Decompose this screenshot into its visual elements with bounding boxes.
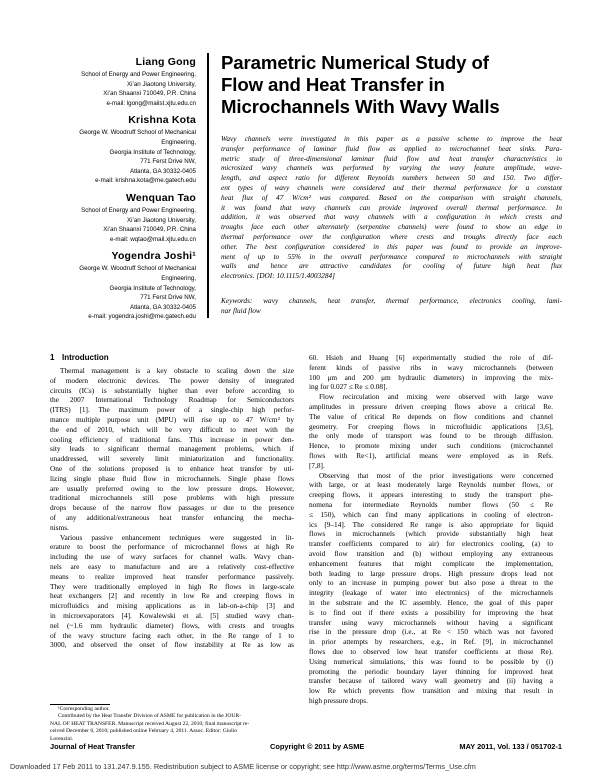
vertical-divider [207,53,209,318]
body-text-line: transfer using wavy microchannels without having a significant [309,617,553,627]
body-text-line: cooling efficiency of traditional fans. This increase in power den- [50,434,294,444]
abstract-line: ent types of wavy channels were considered and their thermal performance for a constant [221,182,562,192]
abstract-line: heat flux of 47 W/cm² was compared. Based on the comparison with straight channels, [221,192,562,202]
body-text-line: flows with Re<1), artificial means were employed as in Refs. [309,450,553,460]
abstract-line: other. The best configuration considered in this paper was found to provide an improve- [221,241,562,251]
footnotes [50,706,294,743]
body-text-line: the 2007 International Technology Roadmap for Semiconductors [50,395,294,405]
author-affiliation-line: e-mail: krishna.kota@me.gatech.edu [95,177,196,185]
body-text-line: flows in microchannels (which provide substantially high heat [309,529,553,539]
body-text-line: avoid flow transition and (b) without employing any extraneous [309,548,553,558]
body-text-line: The value of critical Re depends on flow conditions and channel [309,411,553,421]
abstract-line: microsized wavy channels was performed by varying the wavy feature amplitude, wave- [221,163,562,173]
author-block [48,114,196,186]
body-text-line: integrity (leakage of water into electronics) of the microchannels [309,588,553,598]
body-text-line: in prior attempts by researchers, e.g., in Ref. [9], in microchannel [309,637,553,647]
footnote-line: ceived December 6, 2010; published online February 4, 2011. Assoc. Editor: Giulio [50,728,237,735]
title-line: Flow and Heat Transfer in [221,74,445,95]
body-text-line: Hence, to promote mixing under such conditions (microchannel [309,441,553,451]
keywords-line: nar fluid flow [221,305,261,315]
body-text-line: Various passive enhancement techniques were suggested in lit- [60,532,294,542]
author-affiliation-line: 771 Ferst Drive NW, [140,294,196,302]
author-block [48,192,196,244]
body-text-line: of the wavy structure facing each other, in the Re range of 1 to [50,630,294,640]
left-column-body [50,366,294,650]
body-text-line: rise in the pressure drop (i.e., at Re < 150 which was not favored [309,627,553,637]
body-text-line: Thermal management is a key obstacle to scaling down the size [60,366,294,375]
author-name: Wenquan Tao [125,191,196,204]
author-affiliation-line: Xi’an Shaanxi 710049, P.R. China [103,90,196,98]
body-text-line: Observing that most of the prior investigations were concerned [319,470,553,480]
body-text-line: in the substrate and the IC assembly. Hence, the goal of this paper [309,597,553,607]
footer-copyright: Copyright © 2011 by ASME [270,742,365,751]
body-text-line: nomena for intermediate Reynolds number flows (50 ≤ Re [309,499,553,509]
body-text-line: are usually preferred owing to the low pressure drops. However, [50,483,294,493]
page-footer [50,742,562,754]
abstract-line: it was found that wavy channels can provide improved overall thermal performance. In [221,202,562,212]
author-affiliation-line: Engineering, [161,274,196,282]
author-name: Liang Gong [135,56,196,68]
body-text-line: flows due to observed low heat transfer coefficients at those Re). [309,646,553,656]
body-text-line: of any additional/extraneous heat transfer enhancing the mecha- [50,512,294,522]
author-affiliation-line: George W. Woodruff School of Mechanical [79,129,196,137]
body-text-line: Flow recirculation and mixing were observed with large wave [319,392,553,402]
keywords [221,296,562,316]
author-affiliation-line: Atlanta, GA 30332-0405 [129,167,196,175]
author-affiliation-line: School of Energy and Power Engineering, [81,71,196,78]
body-text-line: only to an increase in pumping power but also pose a threat to the [309,578,553,588]
body-text-line: including the use of wavy surfaces for channel walls. Wavy chan- [50,552,294,562]
body-text-line: lizing single phase fluid flow in microchannels. Single phase flows [50,473,294,483]
author-affiliation-line: Xi’an Jiaotong University, [126,80,196,88]
body-text-line: [7,8]. [309,460,325,470]
body-text-line: high pressure drops. [309,695,368,705]
abstract-line: addition, it was observed that wavy channels with a configuration in which crests and [221,212,562,222]
body-text-line: unaddressed, will severely limit miniaturization and functionality. [50,454,294,464]
body-text-line: traditional microchannels still pose problems with high pressure [50,493,294,503]
author-affiliation-line: Xi’an Shaanxi 710049, P.R. China [103,226,196,234]
body-text-line: of modern electronic devices. The power density of integrated [50,375,294,385]
body-text-line: nel (~1.6 mm hydraulic diameter) flows, with crests and troughs [50,620,294,630]
body-text-line: sity leads to significant thermal management problems, which if [50,444,294,454]
footer-issue: MAY 2011, Vol. 133 / 051702-1 [459,742,562,751]
footnote-line: NAL OF HEAT TRANSFER. Manuscript received August 22, 2010; final manuscript re- [50,720,250,727]
author-list [48,56,196,328]
title-line: Parametric Numerical Study of [221,52,489,73]
body-text-line: in microevaporators [4]. Kowalewski et al. [5] studied wavy chan- [50,610,294,620]
paper-title [221,52,561,118]
body-text-line: geometry. For creeping flows in microfluidic applications [3,6], [309,421,553,431]
body-text-line: ≤ 150), which can find many applications in cooling of electron- [309,509,553,519]
body-text-line: low Re which prevents flow transition and mixing that result in [309,686,553,696]
body-text-line: both leading to large pressure drops. High pressure drops lead not [309,568,553,578]
body-text-line: enhancement features that might complicate the implementation, [309,558,553,568]
body-text-line: 3000, and observed the onset of flow instability at Re as low as [50,640,294,650]
body-text-line: transfer because of tailored wavy wall geometry and (ii) having a [309,676,553,686]
body-text-line: microfluidics and mixing applications as in lab-on-a-chip [3] and [50,601,294,611]
body-text-line: nisms. [50,522,69,532]
abstract-line: troughs face each other alternately (serpentine channels) were found to show an edge in [221,222,562,232]
body-text-line: means to realize improved heat transfer performance passively. [50,571,294,581]
body-text-line: amplitudes in pressure driven creeping flows above a critical Re. [309,401,553,411]
body-text-line: Using numerical simulations, this was found to be possible by (i) [309,656,553,666]
author-affiliation-line: e-mail: lgong@mailst.xjtu.edu.cn [106,99,196,107]
body-text-line: 60. Hsieh and Huang [6] experimentally studied the role of dif- [309,353,553,362]
section-number: 1 [50,353,55,362]
author-affiliation-line: e-mail: yogendra.joshi@me.gatech.edu [88,313,196,321]
body-text-line: is to find out if there exists a possibility for improving the heat [309,607,553,617]
body-text-line: erature to boost the performance of microchannel flows at high Re [50,542,294,552]
footer-journal: Journal of Heat Transfer [50,742,136,751]
keywords-line: Keywords: wavy channels, heat transfer, thermal performance, electronics cooling, lami- [221,296,562,305]
abstract-line: thermal performance over the configuration where crests and troughs directly face each [221,231,562,241]
author-affiliation-line: e-mail: wqtao@mail.xjtu.edu.cn [109,235,196,243]
author-affiliation-line: Engineering, [161,138,196,146]
body-text-line: promoting the periodic boundary layer thinning for improved heat [309,666,553,676]
body-text-line: with large, or at least moderately large Reynolds number flows, or [309,480,553,490]
body-text-line: nels are easy to manufacture and are a relatively cost-effective [50,561,294,571]
author-block [48,56,196,108]
right-column-body [309,353,553,706]
body-text-line: ics [9–14]. The considered Re range is also appropriate for liquid [309,519,553,529]
body-text-line: the only mode of transport was found to be through diffusion. [309,431,553,441]
body-text-line: creeping flows, it appears interesting to study the transport phe- [309,490,553,500]
footnote-line: ¹Corresponding author. [58,706,110,712]
author-affiliation-line: George W. Woodruff School of Mechanical [79,265,196,273]
title-line: Microchannels With Wavy Walls [221,96,500,117]
abstract-line: ment of up to 55% in the overall performance compared to microchannels with straight [221,251,562,261]
body-text-line: mance multiple purpose unit (MPU) will rise up to 47 W/cm² by [50,414,294,424]
abstract-line: metric study of three-dimensional laminar fluid flow and heat transfer characteristics in [221,153,562,163]
footnote-line: Lorenzini. [50,735,74,742]
body-text-line: drops because of the narrow flow passages or due to the presence [50,503,294,513]
body-text-line: They were traditionally employed in high Re flows in large-scale [50,581,294,591]
footnote-rule [50,704,110,705]
abstract-line: transfer performance of laminar fluid flow as applied to microchannel heat sinks. Para- [221,143,562,153]
download-notice: Downloaded 17 Feb 2011 to 131.247.9.155. Redistribution subject to ASME license or copyright; see http://www.asme.org/terms/Terms_Use.cfm [10,762,476,771]
abstract [221,134,562,281]
author-affiliation-line: Xi’an Jiaotong University, [126,216,196,224]
body-text-line: 100 μm and 200 μm hydraulic diameters) in improving the mix- [309,372,553,382]
author-affiliation-line: Georgia Institute of Technology, [109,148,196,156]
body-text-line: circuits (ICs) is substantially higher than ever before according to [50,385,294,395]
body-text-line: transfer coefficients compared to air) for electronics cooling, (a) to [309,539,553,549]
abstract-line: electronics. [DOI: 10.1115/1.4003284] [221,271,335,281]
author-affiliation-line: School of Energy and Power Engineering, [81,206,196,214]
author-name: Yogendra Joshi¹ [111,250,196,263]
author-name: Krishna Kota [128,114,196,127]
body-text-line: heat exchangers [2] and recently in low Re and creeping flows in [50,591,294,601]
author-affiliation-line: Atlanta, GA 30332-0405 [129,303,196,311]
author-affiliation-line: 771 Ferst Drive NW, [140,158,196,166]
body-text-line: One of the solutions proposed is to enhance heat transfer by uti- [50,463,294,473]
footnote-line: Contributed by the Heat Transfer Division of ASME for publication in the JOUR- [58,713,242,720]
section-heading: Introduction [62,353,109,362]
author-affiliation-line: Georgia Institute of Technology, [109,284,196,292]
abstract-line: walls and hence are attractive candidates for cooling of future high heat flux [221,261,562,271]
body-text-line: ing for 0.027 ≤ Re ≤ 0.08]. [309,382,388,392]
abstract-line: length, and aspect ratio for different Reynolds numbers between 50 and 150. Two differ- [221,173,562,183]
body-text-line: (ITRS) [1]. The maximum power of a single-chip high perfor- [50,405,294,415]
abstract-line: Wavy channels were investigated in this paper as a passive scheme to improve the heat [221,134,562,143]
author-block [48,250,196,322]
body-text-line: the end of 2010, which will be very difficult to meet with the [50,424,294,434]
body-text-line: ferent kinds of passive ribs in wavy microchannels (between [309,362,553,372]
